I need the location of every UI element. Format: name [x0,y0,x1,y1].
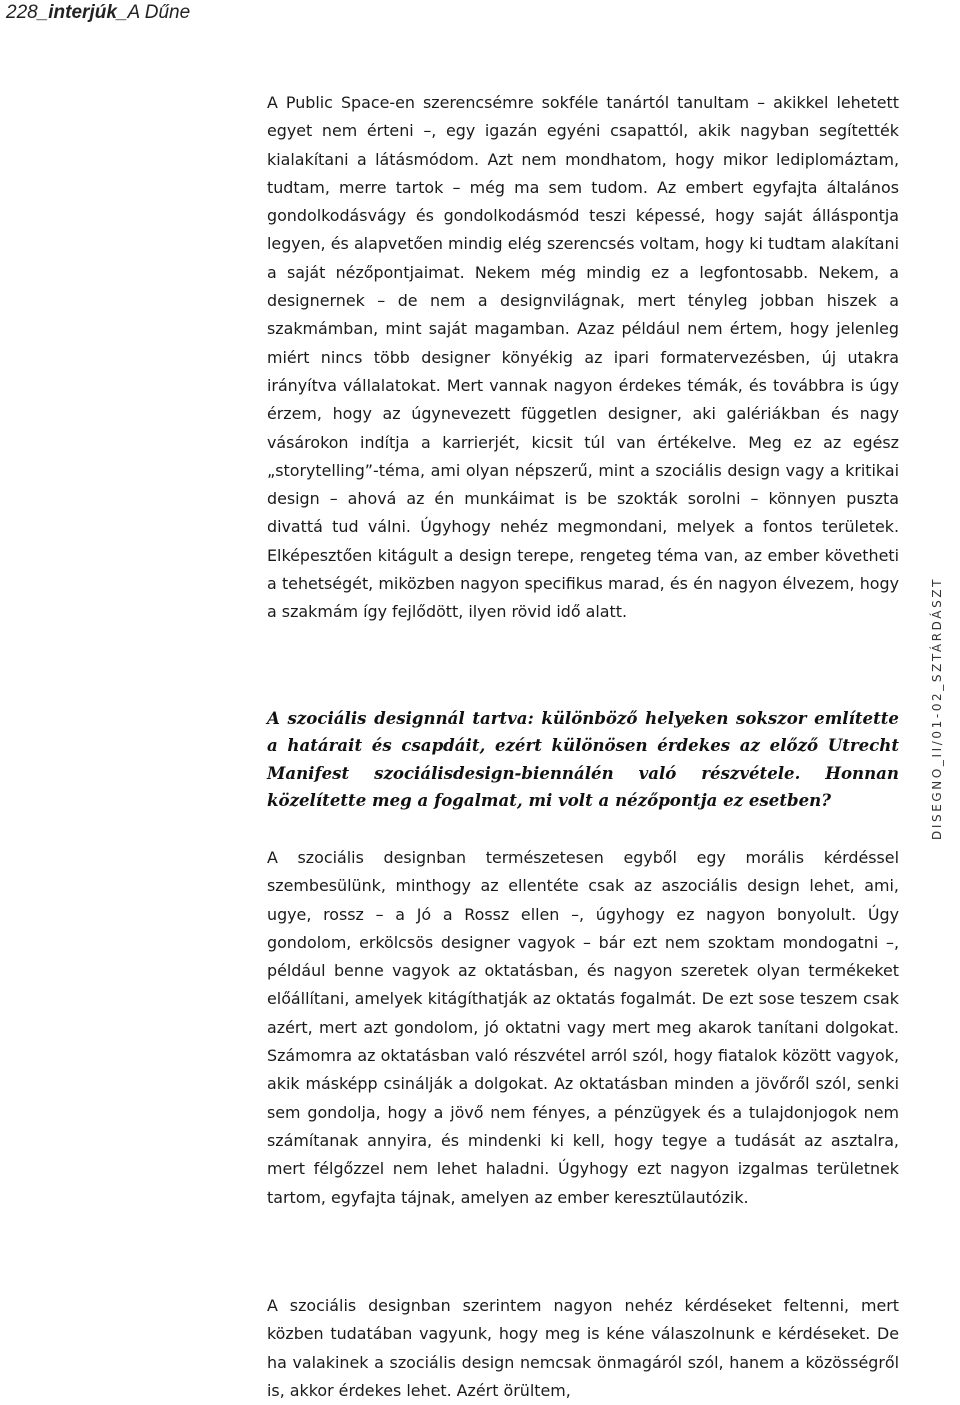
body-paragraph-3: A szociális designban szerintem nagyon nehéz kérdéseket feltenni, mert közben tudatában vagyunk, hogy meg is kéne válaszolnunk e kérdéseket. De ha valakinek a szociális design nemcsak önmagáról szól, hanem a közösségről is, akkor érdekes lehet. Azért örültem, [267,1296,899,1400]
vertical-magazine-label: DISEGNO_II/01-02_SZTÁRDÁSZT [930,576,944,840]
body-paragraph-1: A Public Space-en szerencsémre sokféle tanártól tanultam – akikkel lehetett egyet nem érteni –, egy igazán egyéni csapattól, akik nagyban segítették kialakítani a látásmódom. Azt nem mondhatom, hogy mikor lediplomáztam, tudtam, merre tartok – még ma sem tudom. Az embert egyfajta általános gondolkodásvágy és gondolkodásmód teszi képessé, hogy saját álláspontja legyen, és alapvetően mindig elég szerencsés voltam, hogy ki tudtam alakítani a saját nézőpontjaimat. Nekem még mindig ez a legfontosabb. Nekem, a designernek – de nem a designvilágnak, mert tényleg jobban hiszek a szakmámban, mint saját magamban. Azaz például nem értem, hogy jelenleg miért nincs több designer könyékig az ipari formatervezésben, új utakra irányítva vállalatokat. Mert vannak nagyon érdekes témák, és továbbra is úgy érzem, hogy az úgynevezett független designer, aki galériákban és nagy vásárokon indítja a karrierjét, kicsit túl van értékelve. Meg ez az egész „storytelling”-téma, ami olyan népszerű, mint a szociális design vagy a kritikai design – ahová az én munkáimat is be szokták sorolni – könnyen puszta divattá tud válni. Úgyhogy nehéz megmondani, melyek a fontos területek. Elképesztően kitágult a design terepe, rengeteg téma van, az ember követheti a tehetségét, miközben nagyon specifikus marad, és én nagyon élvezem, hogy a szakmám így fejlődött, ilyen rövid idő alatt. [267,93,899,622]
interview-question: A szociális designnál tartva: különböző helyeken sokszor említette a határait és csapdáit, ezért különösen érdekes az előző Utrecht Manifest szociálisdesign-biennálén való részvétele. Honnan közelítette meg a fogalmat, mi volt a nézőpontja ez esetben? [267,708,899,810]
section-name: interjúk [48,2,117,23]
header-separator: _ [116,2,128,23]
page-number: 228_ [6,2,49,23]
body-paragraph-2: A szociális designban természetesen egyből egy morális kérdéssel szembesülünk, minthogy az ellentéte csak az aszociális design lehet, ami, ugye, rossz – a Jó a Rossz ellen –, úgyhogy ez nagyon bonyolult. Úgy gondolom, erkölcsös designer vagyok – bár ezt nem szoktam mondogatni –, például benne vagyok az oktatásban, és nagyon szeretek olyan termékeket előállítani, amelyek kitágíthatják az oktatás fogalmát. De ezt sose teszem csak azért, mert azt gondolom, jó oktatni vagy mert meg akarok tanítani dolgokat. Számomra az oktatásban való részvétel arról szól, hogy fiatalok között vagyok, akik másképp csinálják a dolgokat. Az oktatásban minden a jövőről szól, senki sem gondolja, hogy a jövő nem fényes, a pénzügyek és a tulajdonjogok nem számítanak annyira, és mindenki ki kell, hogy tegye a tudását az asztalra, mert félgőzzel nem lehet haladni. Úgyhogy ezt nagyon izgalmas területnek tartom, egyfajta tájnak, amelyen az ember keresztülautózik. [267,848,899,1207]
interviewee-name: A Dűne [127,2,191,23]
running-header [6,2,190,24]
